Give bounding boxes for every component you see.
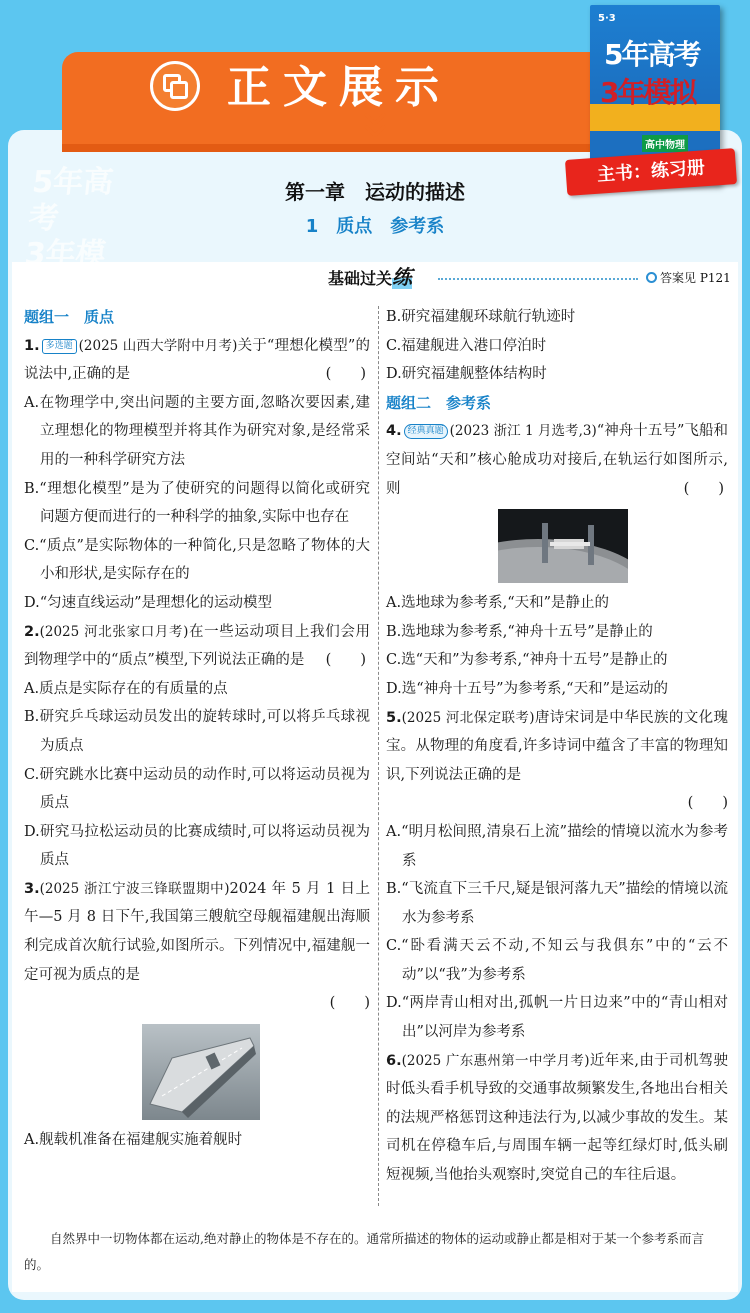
search-icon <box>646 272 657 283</box>
banner-title: 正文展示 <box>227 62 451 113</box>
answer-reference: 答案见 P121 <box>646 268 731 288</box>
group-heading: 题组一 质点 <box>24 308 115 326</box>
aircraft-carrier-image <box>142 1024 260 1120</box>
book-title-line1: 5年高考 <box>604 38 700 71</box>
option-b: B.研究乒乓球运动员发出的旋转球时,可以将乒乓球视为质点 <box>24 709 370 754</box>
option-b: B.选地球为参考系,“神舟十五号”是静止的 <box>386 623 653 640</box>
book-subject: 高中物理 <box>642 135 688 152</box>
footer-note: 自然界中一切物体都在运动,绝对静止的物体是不存在的。通常所描述的物体的运动或静止都是相对于某一个参考系而言的。 <box>24 1231 704 1272</box>
question-5: 5.(2025 河北保定联考)唐诗宋词是中华民族的文化瑰宝。从物理的角度看,许多诗词中蕴含了丰富的物理知识,下列说法正确的是 <box>386 709 729 783</box>
option-a: A.“明月松间照,清泉石上流”描绘的情境以流水为参考系 <box>386 823 728 869</box>
pages-icon <box>150 61 200 111</box>
option-b: B.研究福建舰环球航行轨迹时 <box>386 309 576 325</box>
option-c: C.“卧看满天云不动,不知云与我俱东”中的“云不动”以“我”为参考系 <box>386 938 728 983</box>
column-divider <box>378 306 379 1206</box>
left-column <box>24 303 370 1154</box>
book-ribbon: 主书：练习册 <box>565 148 737 196</box>
watermark-logo: 5年高考 3年模拟 <box>19 165 116 308</box>
option-c: C.“质点”是实际物体的一种简化,只是忽略了物体的大小和形状,是实际存在的 <box>24 537 370 583</box>
classic-question-tag: 经典真题 <box>404 424 448 439</box>
question-3: 3.(2025 浙江宁波三锋联盟期中)2024 年 5 月 1 日上午—5 月 8 日下午,我国第三艘航空母舰福建舰出海顺利完成首次航行试验,如图所示。下列情况中,福建舰一定可视为质点的是 <box>24 880 370 983</box>
book-brand: 5·3 <box>598 13 616 24</box>
option-b: B.“理想化模型”是为了使研究的问题得以简化或研究问题方便而进行的一种科学的抽象,实际中也存在 <box>24 480 370 526</box>
answer-blank: ( ) <box>329 995 370 1012</box>
option-d: D.选“神舟十五号”为参考系,“天和”是运动的 <box>386 680 668 697</box>
option-a: A.选地球为参考系,“天和”是静止的 <box>386 595 610 612</box>
option-a: A.在物理学中,突出问题的主要方面,忽略次要因素,建立理想化的物理模型并将其作为研究对象,是经常采用的一种科学研究方法 <box>24 394 370 468</box>
question-4: 4. 经典真题 (2023 浙江 1 月选考,3)“神舟十五号”飞船和空间站“天和”核心舱成功对接后,在轨运行如图所示,则 ( ) <box>386 423 729 497</box>
banner <box>62 52 622 152</box>
section-title: 1 质点 参考系 <box>305 216 445 237</box>
option-c: C.福建舰进入港口停泊时 <box>386 337 547 354</box>
dotted-line <box>438 278 638 280</box>
option-d: D.研究马拉松运动员的比赛成绩时,可以将运动员视为质点 <box>24 823 370 869</box>
option-c: C.研究跳水比赛中运动员的动作时,可以将运动员视为质点 <box>24 766 370 812</box>
chevron-down-icon <box>362 110 388 142</box>
option-b: B.“飞流直下三千尺,疑是银河落九天”描绘的情境以流水为参考系 <box>386 881 728 926</box>
option-a: A.舰载机准备在福建舰实施着舰时 <box>24 1131 243 1148</box>
answer-blank: ( ) <box>687 795 728 812</box>
chapter-title: 第一章 运动的描述 <box>285 180 465 204</box>
question-1: 1. 多选题 (2025 山西大学附中月考)关于“理想化模型”的说法中,正确的是 ( ) <box>24 337 370 383</box>
space-station-image <box>498 509 628 583</box>
group-heading: 题组二 参考系 <box>386 393 492 412</box>
option-d: D.研究福建舰整体结构时 <box>386 366 547 383</box>
practice-heading: 基础过关练 <box>328 265 413 289</box>
question-6: 6.(2025 广东惠州第一中学月考)近年来,由于司机驾驶时低头看手机导致的交通事故频繁发生,各地出台相关的法规严格惩罚这种违法行为,以减少事故的发生。某司机在停稳车后,与周围车辆一起等红绿灯时,低头刷短视频,当他抬头观察时,突觉自己的车往后退。 <box>386 1052 729 1184</box>
multi-choice-tag: 多选题 <box>42 339 77 354</box>
right-column <box>386 303 728 1190</box>
option-c: C.选“天和”为参考系,“神舟十五号”是静止的 <box>386 652 668 669</box>
question-2: 2.(2025 河北张家口月考)在一些运动项目上我们会用到物理学中的“质点”模型,下列说法正确的是 ( ) <box>24 623 370 669</box>
book-title-line2: 3年模拟 <box>600 76 696 109</box>
option-a: A.质点是实际存在的有质量的点 <box>24 680 228 697</box>
option-d: D.“两岸青山相对出,孤帆一片日边来”中的“青山相对出”以河岸为参考系 <box>386 995 728 1041</box>
option-d: D.“匀速直线运动”是理想化的运动模型 <box>24 594 273 611</box>
